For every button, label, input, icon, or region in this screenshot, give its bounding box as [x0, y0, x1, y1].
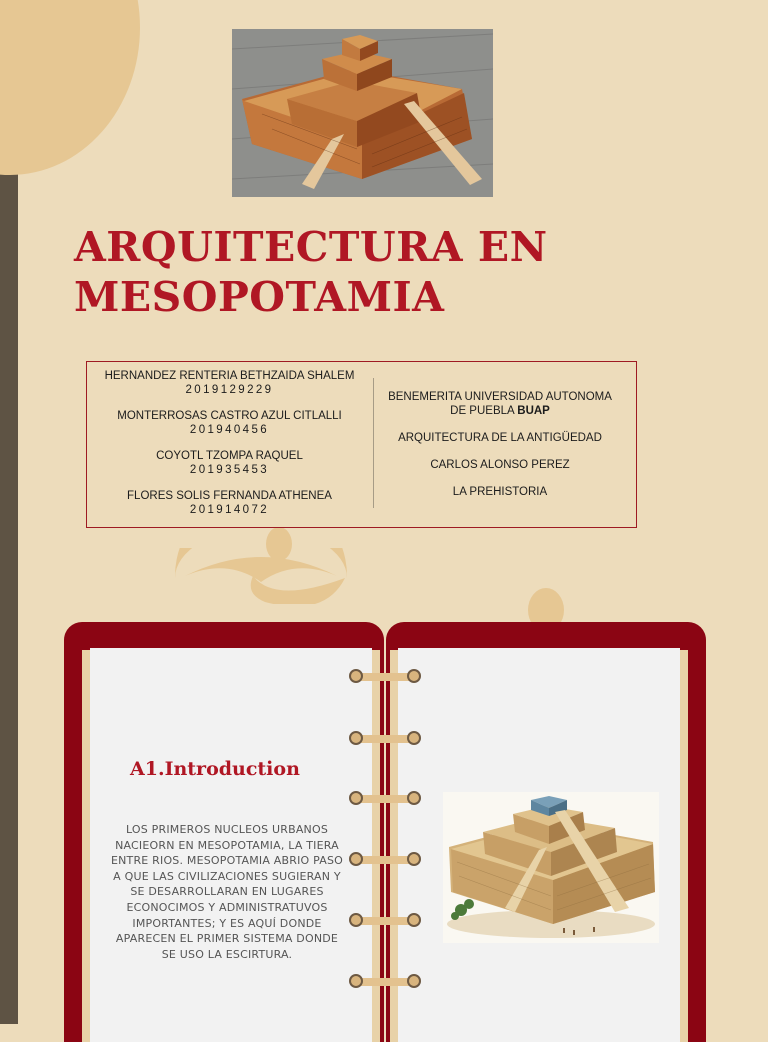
info-box	[86, 361, 637, 528]
student-id: 201914072	[189, 503, 270, 516]
student-entry	[87, 490, 372, 517]
ring	[349, 973, 421, 991]
university-abbr: BUAP	[517, 404, 550, 417]
student-entry	[87, 450, 372, 477]
student-name: FLORES SOLIS FERNANDA ATHENEA	[127, 490, 332, 502]
ziggurat-render	[443, 792, 659, 943]
section-title: A1.Introduction	[130, 758, 300, 780]
university-line-2	[380, 405, 620, 419]
intro-text: LOS PRIMEROS NUCLEOS URBANOS NACIEORN EN MESOPOTAMIA, LA TIERA ENTRE RIOS. MESOPOTAMIA ABRIO PASO A QUE LAS CIVILIZACIONES SUGIERAN Y SE DESARROLLARAN EN LUGARES ECONOCIMOS Y ADMINISTRATUVOS IMPORTANTES; Y ES AQUÍ DONDE APARECEN EL PRIMER SISTEMA DONDE SE USO LA ESCIRTURA.	[110, 823, 344, 961]
teacher-name: CARLOS ALONSO PEREZ	[430, 458, 570, 471]
ring	[349, 790, 421, 808]
ring	[349, 668, 421, 686]
title-line-2: MESOPOTAMIA	[74, 273, 445, 321]
ziggurat-illustration	[232, 29, 493, 197]
student-entry	[87, 370, 372, 397]
decorative-arc	[175, 548, 347, 604]
student-name: HERNANDEZ RENTERIA BETHZAIDA SHALEM	[104, 370, 355, 382]
student-id: 201935453	[189, 463, 270, 476]
university-line-1: BENEMERITA UNIVERSIDAD AUTONOMA	[388, 391, 612, 403]
university	[380, 391, 620, 418]
page-title	[74, 222, 548, 322]
university-line-2-text: DE PUEBLA	[450, 404, 515, 417]
student-name: COYOTL TZOMPA RAQUEL	[156, 450, 303, 462]
info-divider	[373, 378, 374, 508]
student-name: MONTERROSAS CASTRO AZUL CITLALLI	[117, 410, 342, 422]
topic-name: LA PREHISTORIA	[452, 485, 548, 498]
decorative-blob	[0, 0, 140, 175]
ring	[349, 912, 421, 930]
students-column	[87, 370, 372, 530]
student-id: 201940456	[189, 423, 270, 436]
course-name: ARQUITECTURA DE LA ANTIGÜEDAD	[398, 431, 602, 444]
student-entry	[87, 410, 372, 437]
student-id: 2019129229	[185, 383, 274, 396]
course-column	[380, 391, 620, 513]
title-line-1: ARQUITECTURA EN	[74, 223, 548, 271]
ring	[349, 730, 421, 748]
ring	[349, 851, 421, 869]
